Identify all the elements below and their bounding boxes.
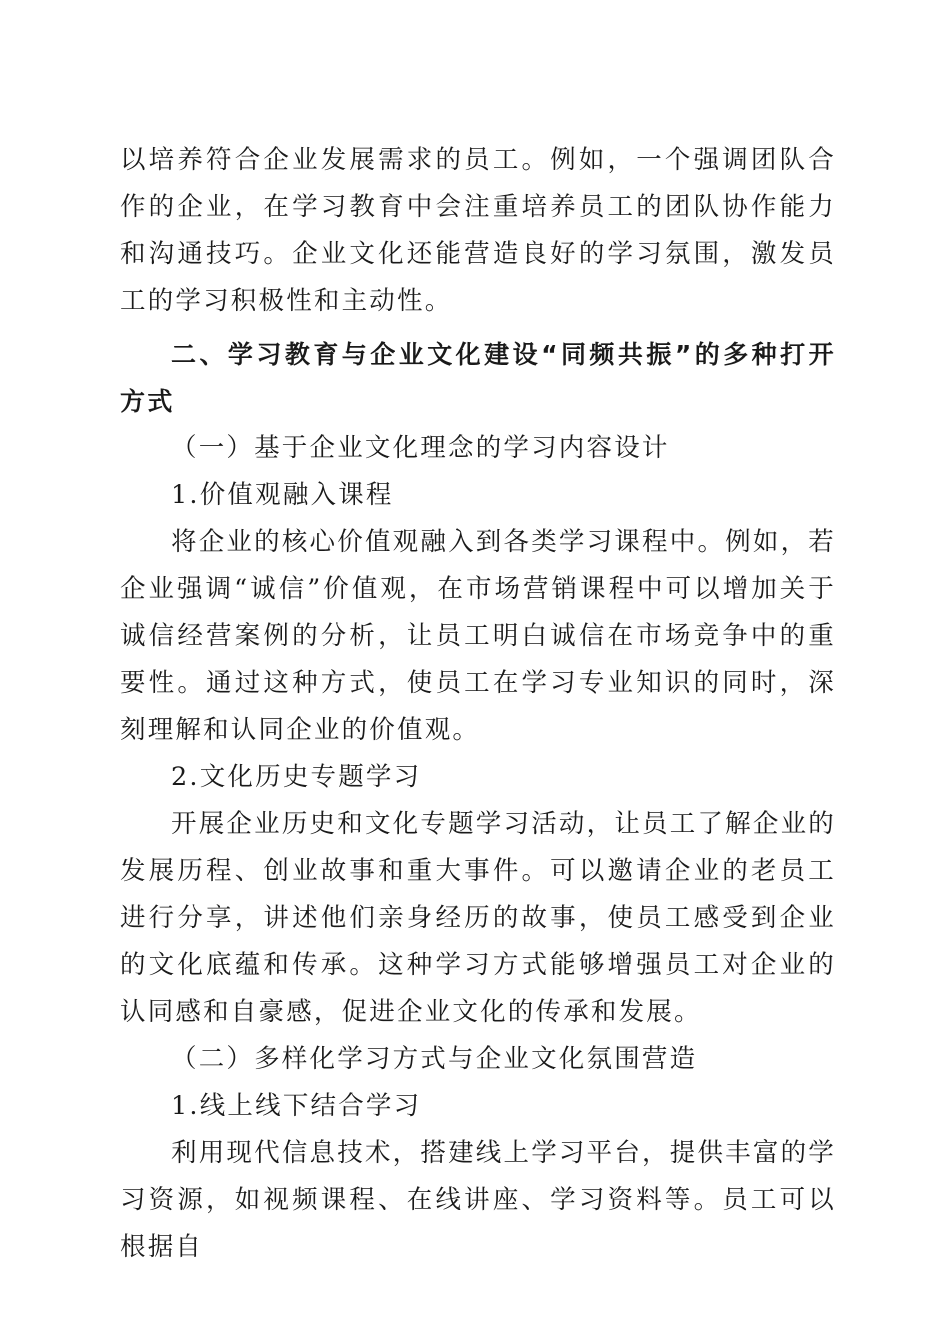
paragraph-online-offline: 利用现代信息技术，搭建线上学习平台，提供丰富的学习资源，如视频课程、在线讲座、学习资料等。员工可以根据自 — [120, 1138, 836, 1262]
section-heading: 二、学习教育与企业文化建设“同频共振”的多种打开方式 — [120, 340, 836, 416]
paragraph-values: 将企业的核心价值观融入到各类学习课程中。例如，若企业强调“诚信”价值观，在市场营销课程中可以增加关于诚信经营案例的分析，让员工明白诚信在市场竞争中的重要性。通过这种方式，使员工在学习专业知识的同时，深刻理解和认同企业的价值观。 — [120, 527, 836, 745]
document-page — [120, 137, 836, 1271]
numbered-item-history: 2.文化历史专题学习 — [171, 762, 422, 792]
subsection-heading-1: （一）基于企业文化理念的学习内容设计 — [171, 433, 670, 463]
numbered-item-values: 1.价值观融入课程 — [171, 480, 394, 510]
subsection-heading-2: （二）多样化学习方式与企业文化氛围营造 — [171, 1044, 698, 1074]
numbered-item-online-offline: 1.线上线下结合学习 — [171, 1091, 422, 1121]
paragraph-continuation: 以培养符合企业发展需求的员工。例如，一个强调团队合作的企业，在学习教育中会注重培养员工的团队协作能力和沟通技巧。企业文化还能营造良好的学习氛围，激发员工的学习积极性和主动性。 — [120, 145, 836, 316]
paragraph-history: 开展企业历史和文化专题学习活动，让员工了解企业的发展历程、创业故事和重大事件。可以邀请企业的老员工进行分享，讲述他们亲身经历的故事，使员工感受到企业的文化底蕴和传承。这种学习方式能够增强员工对企业的认同感和自豪感，促进企业文化的传承和发展。 — [120, 809, 836, 1027]
